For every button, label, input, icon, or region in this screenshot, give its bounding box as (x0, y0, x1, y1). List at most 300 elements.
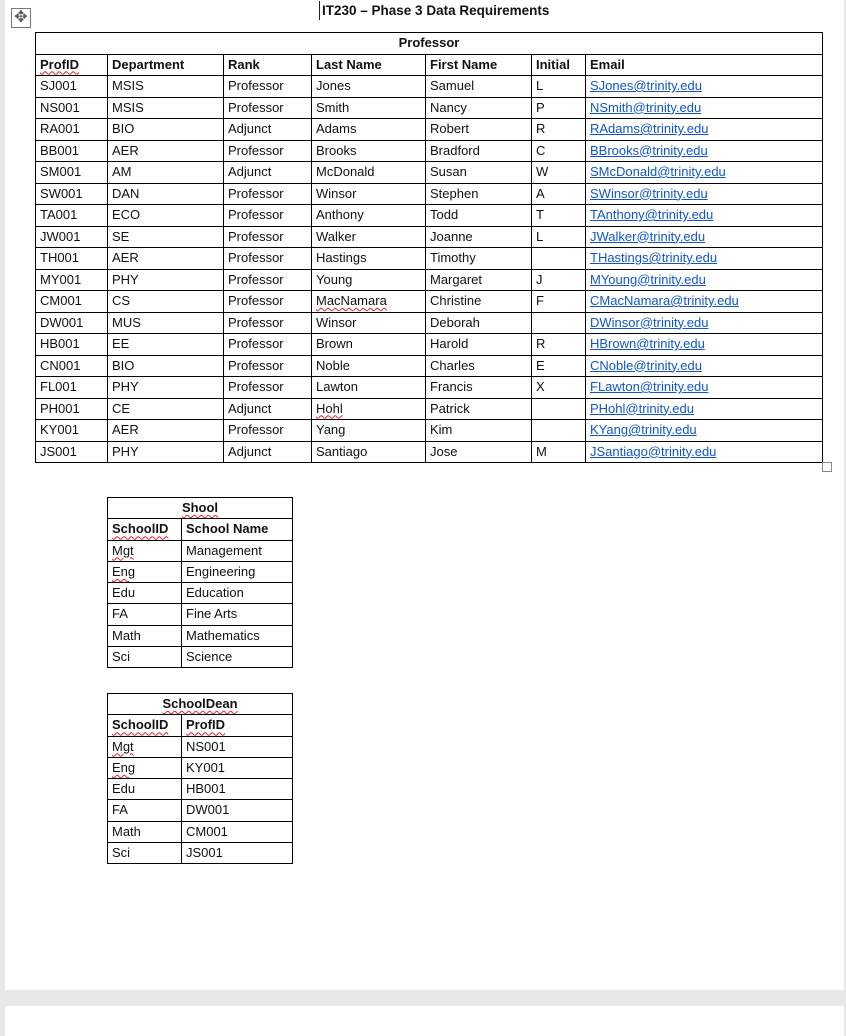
professor-cell (426, 291, 532, 313)
professor-header-row (36, 54, 823, 76)
professor-cell (224, 377, 312, 399)
school-dean-row (108, 843, 293, 864)
professor-cell-text: RA001 (40, 121, 80, 136)
professor-cell (36, 119, 108, 141)
professor-header-cell (586, 54, 823, 76)
professor-cell-text: L (536, 228, 544, 244)
professor-cell-text: Christine (430, 293, 482, 308)
professor-cell-text: AER (112, 422, 139, 437)
professor-header-label: First Name (430, 56, 498, 72)
professor-row (36, 205, 823, 227)
professor-cell (532, 183, 586, 205)
professor-cell (532, 334, 586, 356)
professor-header-cell (36, 54, 108, 76)
professor-cell-text: Francis (430, 379, 473, 394)
professor-cell-text: W (536, 164, 549, 179)
professor-cell (586, 312, 823, 334)
professor-cell (532, 355, 586, 377)
professor-cell (312, 269, 426, 291)
school-dean-header-row (108, 715, 293, 736)
professor-cell (224, 420, 312, 442)
professor-cell (586, 162, 823, 184)
school-cell-text: Math (112, 627, 141, 643)
professor-row (36, 312, 823, 334)
professor-cell (426, 205, 532, 227)
professor-cell (108, 97, 224, 119)
professor-table-caption: Professor (36, 33, 823, 55)
professor-cell (532, 377, 586, 399)
school-dean-header-cell (108, 715, 182, 736)
professor-row (36, 420, 823, 442)
professor-cell-text: Smith (316, 99, 350, 115)
professor-cell (108, 119, 224, 141)
professor-cell (108, 312, 224, 334)
professor-cell (586, 76, 823, 98)
professor-cell-text: Professor (228, 99, 284, 115)
school-row (108, 540, 293, 561)
school-header-cell (108, 519, 182, 540)
email-link[interactable]: MYoung@trinity.edu (590, 271, 706, 287)
email-link[interactable]: KYang@trinity.edu (590, 422, 697, 437)
professor-cell-text: Charles (430, 357, 475, 373)
document-title: IT230 – Phase 3 Data Requirements (319, 1, 549, 20)
professor-cell (586, 441, 823, 463)
school-cell (182, 561, 293, 582)
school-cell-text: Education (186, 585, 244, 601)
professor-cell-text: Professor (228, 228, 284, 244)
professor-cell (312, 226, 426, 248)
school-cell-text: Engineering (186, 563, 256, 579)
professor-cell-text: MY001 (40, 271, 82, 287)
professor-cell (312, 140, 426, 162)
professor-cell (36, 441, 108, 463)
email-link[interactable]: BBrooks@trinity.edu (590, 142, 708, 158)
professor-cell-text: MacNamara (316, 293, 387, 308)
email-link[interactable]: RAdams@trinity.edu (590, 121, 709, 136)
professor-cell (108, 269, 224, 291)
professor-header-cell (108, 54, 224, 76)
professor-cell (532, 248, 586, 270)
professor-cell (312, 312, 426, 334)
professor-header-cell (312, 54, 426, 76)
email-link[interactable]: HBrown@trinity.edu (590, 336, 705, 351)
professor-header-cell (532, 54, 586, 76)
professor-cell-text: Timothy (430, 250, 476, 265)
professor-cell-text: Noble (316, 357, 350, 373)
professor-row (36, 226, 823, 248)
professor-cell-text: McDonald (316, 164, 375, 179)
email-link[interactable]: DWinsor@trinity.edu (590, 314, 709, 330)
professor-row (36, 119, 823, 141)
professor-cell (312, 97, 426, 119)
professor-cell (312, 248, 426, 270)
school-cell-text: Eng (112, 563, 136, 579)
school-cell-text: Sci (112, 649, 131, 665)
professor-cell-text: Professor (228, 185, 284, 201)
professor-cell-text: CE (112, 400, 131, 416)
school-cell-text: Fine Arts (186, 606, 238, 622)
school-cell-text: Mgt (112, 542, 134, 558)
professor-cell-text: P (536, 99, 545, 115)
professor-cell (586, 226, 823, 248)
professor-cell (586, 398, 823, 420)
professor-cell-text: BB001 (40, 142, 80, 158)
school-table-caption: Shool (181, 500, 219, 515)
school-row (108, 561, 293, 582)
professor-cell (586, 291, 823, 313)
email-link[interactable]: CMacNamara@trinity.edu (590, 293, 739, 308)
professor-cell-text: HB001 (40, 336, 80, 351)
professor-cell (426, 355, 532, 377)
professor-cell (224, 226, 312, 248)
email-link[interactable]: PHohl@trinity.edu (590, 400, 694, 416)
professor-cell (426, 420, 532, 442)
professor-cell-text: FL001 (40, 379, 77, 394)
professor-cell-text: Professor (228, 357, 284, 373)
professor-cell (224, 312, 312, 334)
professor-cell-text: BIO (112, 357, 135, 373)
school-dean-cell (182, 800, 293, 821)
professor-cell-text: E (536, 357, 545, 373)
professor-cell (36, 76, 108, 98)
school-cell (108, 604, 182, 625)
professor-cell (224, 269, 312, 291)
professor-cell (426, 334, 532, 356)
professor-cell-text: M (536, 443, 547, 459)
school-row (108, 647, 293, 668)
school-dean-cell-text: Math (112, 823, 141, 839)
professor-cell-text: KY001 (40, 422, 80, 437)
professor-cell (426, 377, 532, 399)
school-cell (182, 604, 293, 625)
professor-cell (426, 226, 532, 248)
professor-cell-text: Santiago (316, 443, 368, 459)
professor-cell (586, 183, 823, 205)
email-link[interactable]: SJones@trinity.edu (590, 78, 702, 93)
professor-header-cell (224, 54, 312, 76)
school-dean-cell (182, 736, 293, 757)
school-cell (108, 583, 182, 604)
professor-cell (108, 183, 224, 205)
professor-row (36, 441, 823, 463)
professor-cell-text: Winsor (316, 314, 357, 330)
professor-cell (426, 97, 532, 119)
professor-row (36, 398, 823, 420)
professor-cell-text: F (536, 293, 544, 308)
professor-cell-text: DW001 (40, 314, 84, 330)
email-link[interactable]: FLawton@trinity.edu (590, 379, 709, 394)
professor-cell (312, 183, 426, 205)
professor-cell (224, 291, 312, 313)
professor-cell (36, 312, 108, 334)
professor-cell-text: R (536, 121, 546, 136)
professor-cell-text: EE (112, 336, 130, 351)
email-link[interactable]: TAnthony@trinity.edu (590, 207, 714, 222)
school-cell (108, 540, 182, 561)
professor-cell-text: Young (316, 271, 353, 287)
professor-cell (532, 269, 586, 291)
professor-cell (224, 355, 312, 377)
professor-cell (532, 140, 586, 162)
school-dean-cell-text: FA (112, 802, 128, 818)
professor-cell-text: PHY (112, 379, 139, 394)
professor-cell (312, 420, 426, 442)
professor-cell-text: Lawton (316, 379, 358, 394)
professor-row (36, 377, 823, 399)
professor-cell (36, 377, 108, 399)
email-link[interactable]: JSantiago@trinity.edu (590, 443, 717, 459)
professor-cell (532, 76, 586, 98)
school-table (107, 497, 293, 668)
professor-cell-text: A (536, 185, 545, 201)
professor-cell (586, 355, 823, 377)
school-dean-cell (108, 736, 182, 757)
professor-header-label: Rank (228, 56, 260, 72)
professor-cell (224, 140, 312, 162)
professor-cell-text: Adjunct (228, 443, 272, 459)
school-dean-cell-text: CM001 (186, 823, 228, 839)
professor-cell-text: AER (112, 142, 139, 158)
school-dean-cell (182, 779, 293, 800)
professor-cell (224, 248, 312, 270)
professor-cell (426, 441, 532, 463)
professor-cell-text: Jose (430, 443, 458, 459)
professor-cell (312, 377, 426, 399)
next-page (5, 1006, 844, 1036)
professor-cell-text: MUS (112, 314, 141, 330)
professor-header-label: Email (590, 56, 625, 72)
professor-cell (586, 119, 823, 141)
professor-cell (36, 140, 108, 162)
professor-cell (36, 226, 108, 248)
email-link[interactable]: NSmith@trinity.edu (590, 99, 702, 115)
school-header-row (108, 519, 293, 540)
professor-cell (426, 119, 532, 141)
professor-cell-text: SW001 (40, 185, 83, 201)
professor-cell (586, 269, 823, 291)
school-dean-cell (108, 821, 182, 842)
professor-cell-text: BIO (112, 121, 135, 136)
professor-cell (532, 119, 586, 141)
professor-cell-text: Adjunct (228, 400, 272, 416)
professor-cell (36, 334, 108, 356)
professor-row (36, 183, 823, 205)
email-link[interactable]: CNoble@trinity.edu (590, 357, 702, 373)
school-dean-row (108, 800, 293, 821)
professor-cell-text: Adjunct (228, 121, 272, 136)
school-row (108, 583, 293, 604)
professor-cell (224, 119, 312, 141)
professor-cell-text: Nancy (430, 99, 467, 115)
professor-cell (36, 269, 108, 291)
professor-cell-text: Professor (228, 142, 284, 158)
school-dean-cell-text: NS001 (186, 738, 226, 754)
professor-cell (224, 162, 312, 184)
professor-cell (108, 248, 224, 270)
school-cell-text: Mathematics (186, 627, 260, 643)
professor-cell-text: AER (112, 250, 139, 265)
professor-cell (532, 312, 586, 334)
school-dean-table-caption: SchoolDean (162, 696, 238, 711)
professor-cell (532, 226, 586, 248)
professor-cell (312, 334, 426, 356)
school-dean-row (108, 757, 293, 778)
professor-cell (532, 398, 586, 420)
school-dean-cell (182, 843, 293, 864)
professor-cell-text: Yang (316, 422, 346, 437)
professor-cell-text: Professor (228, 250, 284, 265)
table-resize-handle-icon[interactable] (822, 462, 832, 472)
professor-cell-text: R (536, 336, 546, 351)
professor-cell (108, 76, 224, 98)
professor-cell-text: Hastings (316, 250, 367, 265)
professor-cell (312, 355, 426, 377)
school-header-label: School Name (186, 521, 269, 537)
school-cell (182, 583, 293, 604)
professor-cell (532, 291, 586, 313)
professor-cell-text: DAN (112, 185, 140, 201)
professor-cell (108, 140, 224, 162)
professor-cell (108, 355, 224, 377)
professor-cell (108, 162, 224, 184)
professor-cell-text: Hohl (316, 400, 343, 416)
professor-cell-text: Walker (316, 228, 356, 244)
professor-cell (312, 162, 426, 184)
school-dean-cell-text: Edu (112, 781, 136, 797)
professor-cell-text: Professor (228, 379, 284, 394)
professor-row (36, 140, 823, 162)
professor-cell (36, 291, 108, 313)
school-dean-cell-text: DW001 (186, 802, 230, 818)
professor-cell-text: MSIS (112, 99, 144, 115)
professor-row (36, 334, 823, 356)
professor-cell (108, 205, 224, 227)
professor-header-label: ProfID (40, 56, 79, 72)
professor-cell (108, 398, 224, 420)
school-dean-row (108, 779, 293, 800)
professor-cell (224, 398, 312, 420)
email-link[interactable]: SWinsor@trinity.edu (590, 185, 708, 201)
professor-cell (586, 377, 823, 399)
professor-header-label: Department (112, 56, 185, 72)
professor-cell (312, 119, 426, 141)
professor-cell-text: Susan (430, 164, 467, 179)
professor-cell (426, 398, 532, 420)
professor-cell (532, 420, 586, 442)
professor-cell-text: Anthony (316, 207, 364, 222)
professor-cell-text: Professor (228, 293, 284, 308)
professor-cell-text: NS001 (40, 99, 80, 115)
professor-cell (36, 248, 108, 270)
professor-cell (586, 248, 823, 270)
professor-cell (224, 441, 312, 463)
table-move-handle-icon[interactable]: ✥ (11, 8, 31, 28)
school-cell-text: FA (112, 606, 128, 622)
professor-cell-text: Jones (316, 78, 351, 93)
professor-cell-text: Joanne (430, 228, 473, 244)
school-cell (108, 625, 182, 646)
professor-cell (586, 334, 823, 356)
professor-cell-text: Professor (228, 336, 284, 351)
school-dean-header-label: SchoolID (112, 717, 169, 733)
professor-cell-text: Adams (316, 121, 357, 136)
document-page (5, 0, 844, 990)
professor-cell-text: JW001 (40, 228, 81, 244)
school-dean-table (107, 693, 293, 864)
professor-cell-text: Professor (228, 314, 284, 330)
professor-cell (586, 205, 823, 227)
school-cell-text: Management (186, 542, 262, 558)
professor-cell-text: Professor (228, 271, 284, 287)
professor-cell-text: SE (112, 228, 130, 244)
professor-cell (586, 420, 823, 442)
school-cell (108, 647, 182, 668)
professor-cell (312, 441, 426, 463)
professor-row (36, 162, 823, 184)
professor-cell (36, 420, 108, 442)
school-dean-cell (108, 800, 182, 821)
professor-cell (426, 248, 532, 270)
professor-cell-text: Professor (228, 78, 284, 93)
professor-row (36, 248, 823, 270)
professor-cell (36, 162, 108, 184)
professor-cell (36, 205, 108, 227)
professor-cell (532, 441, 586, 463)
school-dean-cell (108, 779, 182, 800)
professor-cell (224, 97, 312, 119)
professor-cell-text: Brooks (316, 142, 357, 158)
professor-cell (586, 140, 823, 162)
professor-cell (426, 312, 532, 334)
school-dean-cell-text: JS001 (186, 845, 223, 861)
email-link[interactable]: THastings@trinity.edu (590, 250, 718, 265)
professor-cell-text: TH001 (40, 250, 80, 265)
professor-cell (108, 377, 224, 399)
professor-cell-text: Brown (316, 336, 353, 351)
professor-cell-text: Professor (228, 207, 284, 222)
school-dean-cell-text: Eng (112, 759, 136, 775)
school-cell (182, 625, 293, 646)
professor-cell (426, 183, 532, 205)
professor-cell-text: PH001 (40, 400, 80, 416)
professor-cell-text: AM (112, 164, 132, 179)
email-link[interactable]: JWalker@trinity.edu (590, 228, 706, 244)
professor-cell-text: JS001 (40, 443, 77, 459)
email-link[interactable]: SMcDonald@trinity.edu (590, 164, 726, 179)
professor-cell (532, 97, 586, 119)
professor-row (36, 97, 823, 119)
professor-cell (426, 140, 532, 162)
professor-cell (36, 183, 108, 205)
professor-cell (224, 334, 312, 356)
professor-cell (532, 162, 586, 184)
professor-table (35, 32, 823, 463)
professor-cell-text: Harold (430, 336, 469, 351)
school-dean-cell (182, 821, 293, 842)
professor-cell-text: CM001 (40, 293, 82, 308)
professor-cell-text: Robert (430, 121, 470, 136)
professor-cell (36, 355, 108, 377)
professor-cell-text: Stephen (430, 185, 479, 201)
professor-cell (532, 205, 586, 227)
professor-row (36, 269, 823, 291)
professor-cell-text: Professor (228, 422, 284, 437)
professor-cell (426, 162, 532, 184)
professor-cell-text: J (536, 271, 543, 287)
school-header-label: SchoolID (112, 521, 169, 537)
professor-header-cell (426, 54, 532, 76)
school-cell-text: Edu (112, 585, 136, 601)
